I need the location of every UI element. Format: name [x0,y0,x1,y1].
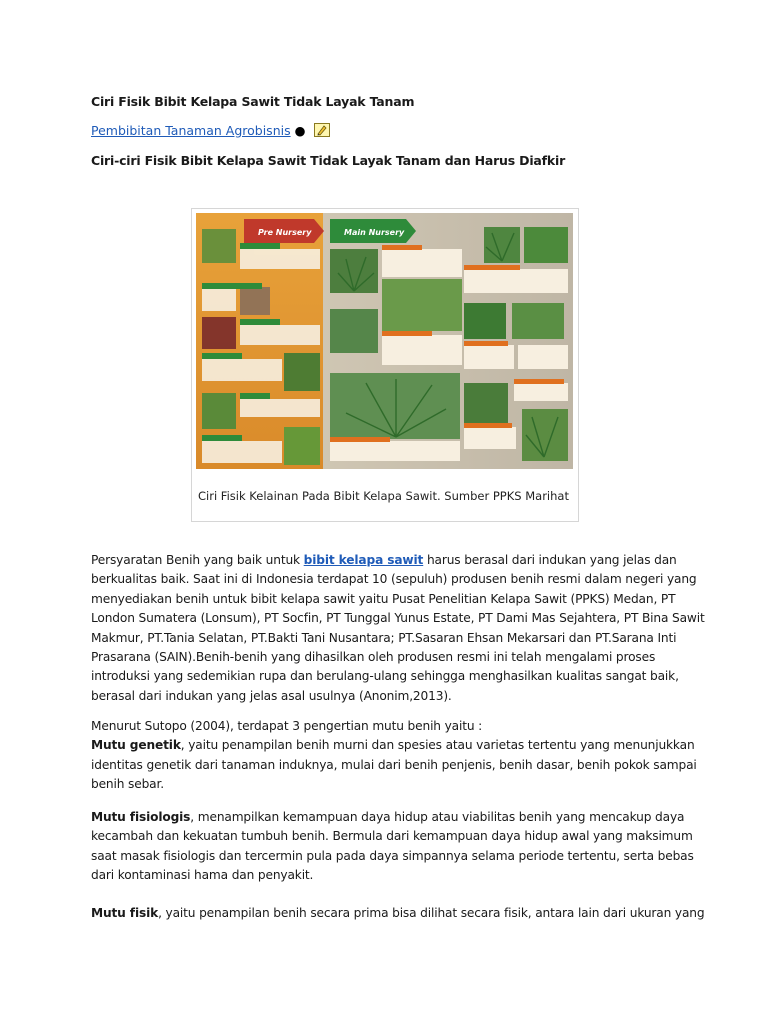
edit-icon[interactable] [314,123,330,137]
paragraph-genetic-quality [91,717,711,795]
paragraph-physiological-quality [91,808,711,886]
term-mutu-fisik: Mutu fisik [91,906,159,920]
category-link[interactable]: Pembibitan Tanaman Agrobisnis [91,123,291,138]
bullet-separator: ● [294,123,306,138]
bibit-kelapa-sawit-link[interactable]: bibit kelapa sawit [303,553,424,567]
seedling-poster-image [196,213,573,469]
figure-box [191,208,579,522]
p3-text: , menampilkan kemampuan daya hidup atau viabilitas benih yang mencakup daya kecambah dan kekuatan tumbuh benih. Bermula dari kemampuan daya hidup awal yang maksimum saat masak fisiologis dan tercermin pula pada daya simpannya selama periode tertentu, serta bebas dari kontaminasi hama dan penyakit. [91,810,694,883]
document-subtitle: Ciri-ciri Fisik Bibit Kelapa Sawit Tidak Layak Tanam dan Harus Diafkir [91,153,566,168]
paragraph-requirements [91,551,711,706]
p4-text: , yaitu penampilan benih secara prima bisa dilihat secara fisik, antara lain dari ukuran yang [158,906,705,920]
main-nursery-tab: Main Nursery [344,228,405,237]
figure-caption: Ciri Fisik Kelainan Pada Bibit Kelapa Sawit. Sumber PPKS Marihat [198,489,569,503]
p1-text-post: harus berasal dari indukan yang jelas dan berkualitas baik. Saat ini di Indonesia terdapat 10 (sepuluh) produsen benih resmi dalam negeri yang menyediakan benih untuk bibit kelapa sawit yaitu Pusat Penelitian Kelapa Sawit (PPKS) Medan, PT London Sumatera (Lonsum), PT Socfin, PT Tunggal Yunus Estate, PT Dami Mas Sejahtera, PT Bina Sawit Makmur, PT.Tania Selatan, PT.Bakti Tani Nusantara; PT.Sasaran Ehsan Mekarsari dan PT.Sarana Inti Prasarana (SAIN).Benih-benih yang dihasilkan oleh produsen resmi ini telah mengalami proses introduksi yang sedemikian rupa dan berulang-ulang sehingga menghasilkan kualitas sangat baik, berasal dari indukan yang jelas asal usulnya (Anonim,2013). [91,553,705,703]
pre-nursery-tab: Pre Nursery [258,228,312,237]
category-line [91,123,330,138]
paragraph-physical-quality [91,904,711,923]
p2-text: , yaitu penampilan benih murni dan spesies atau varietas tertentu yang menunjukkan identitas genetik dari tanaman induknya, mulai dari benih penjenis, benih dasar, benih pokok sampai benih sebar. [91,738,697,792]
p2-intro: Menurut Sutopo (2004), terdapat 3 pengertian mutu benih yaitu : [91,719,483,733]
document-title: Ciri Fisik Bibit Kelapa Sawit Tidak Layak Tanam [91,94,415,109]
term-mutu-genetik: Mutu genetik [91,738,181,753]
p1-text-pre: Persyaratan Benih yang baik untuk [91,553,304,567]
term-mutu-fisiologis: Mutu fisiologis [91,810,191,824]
